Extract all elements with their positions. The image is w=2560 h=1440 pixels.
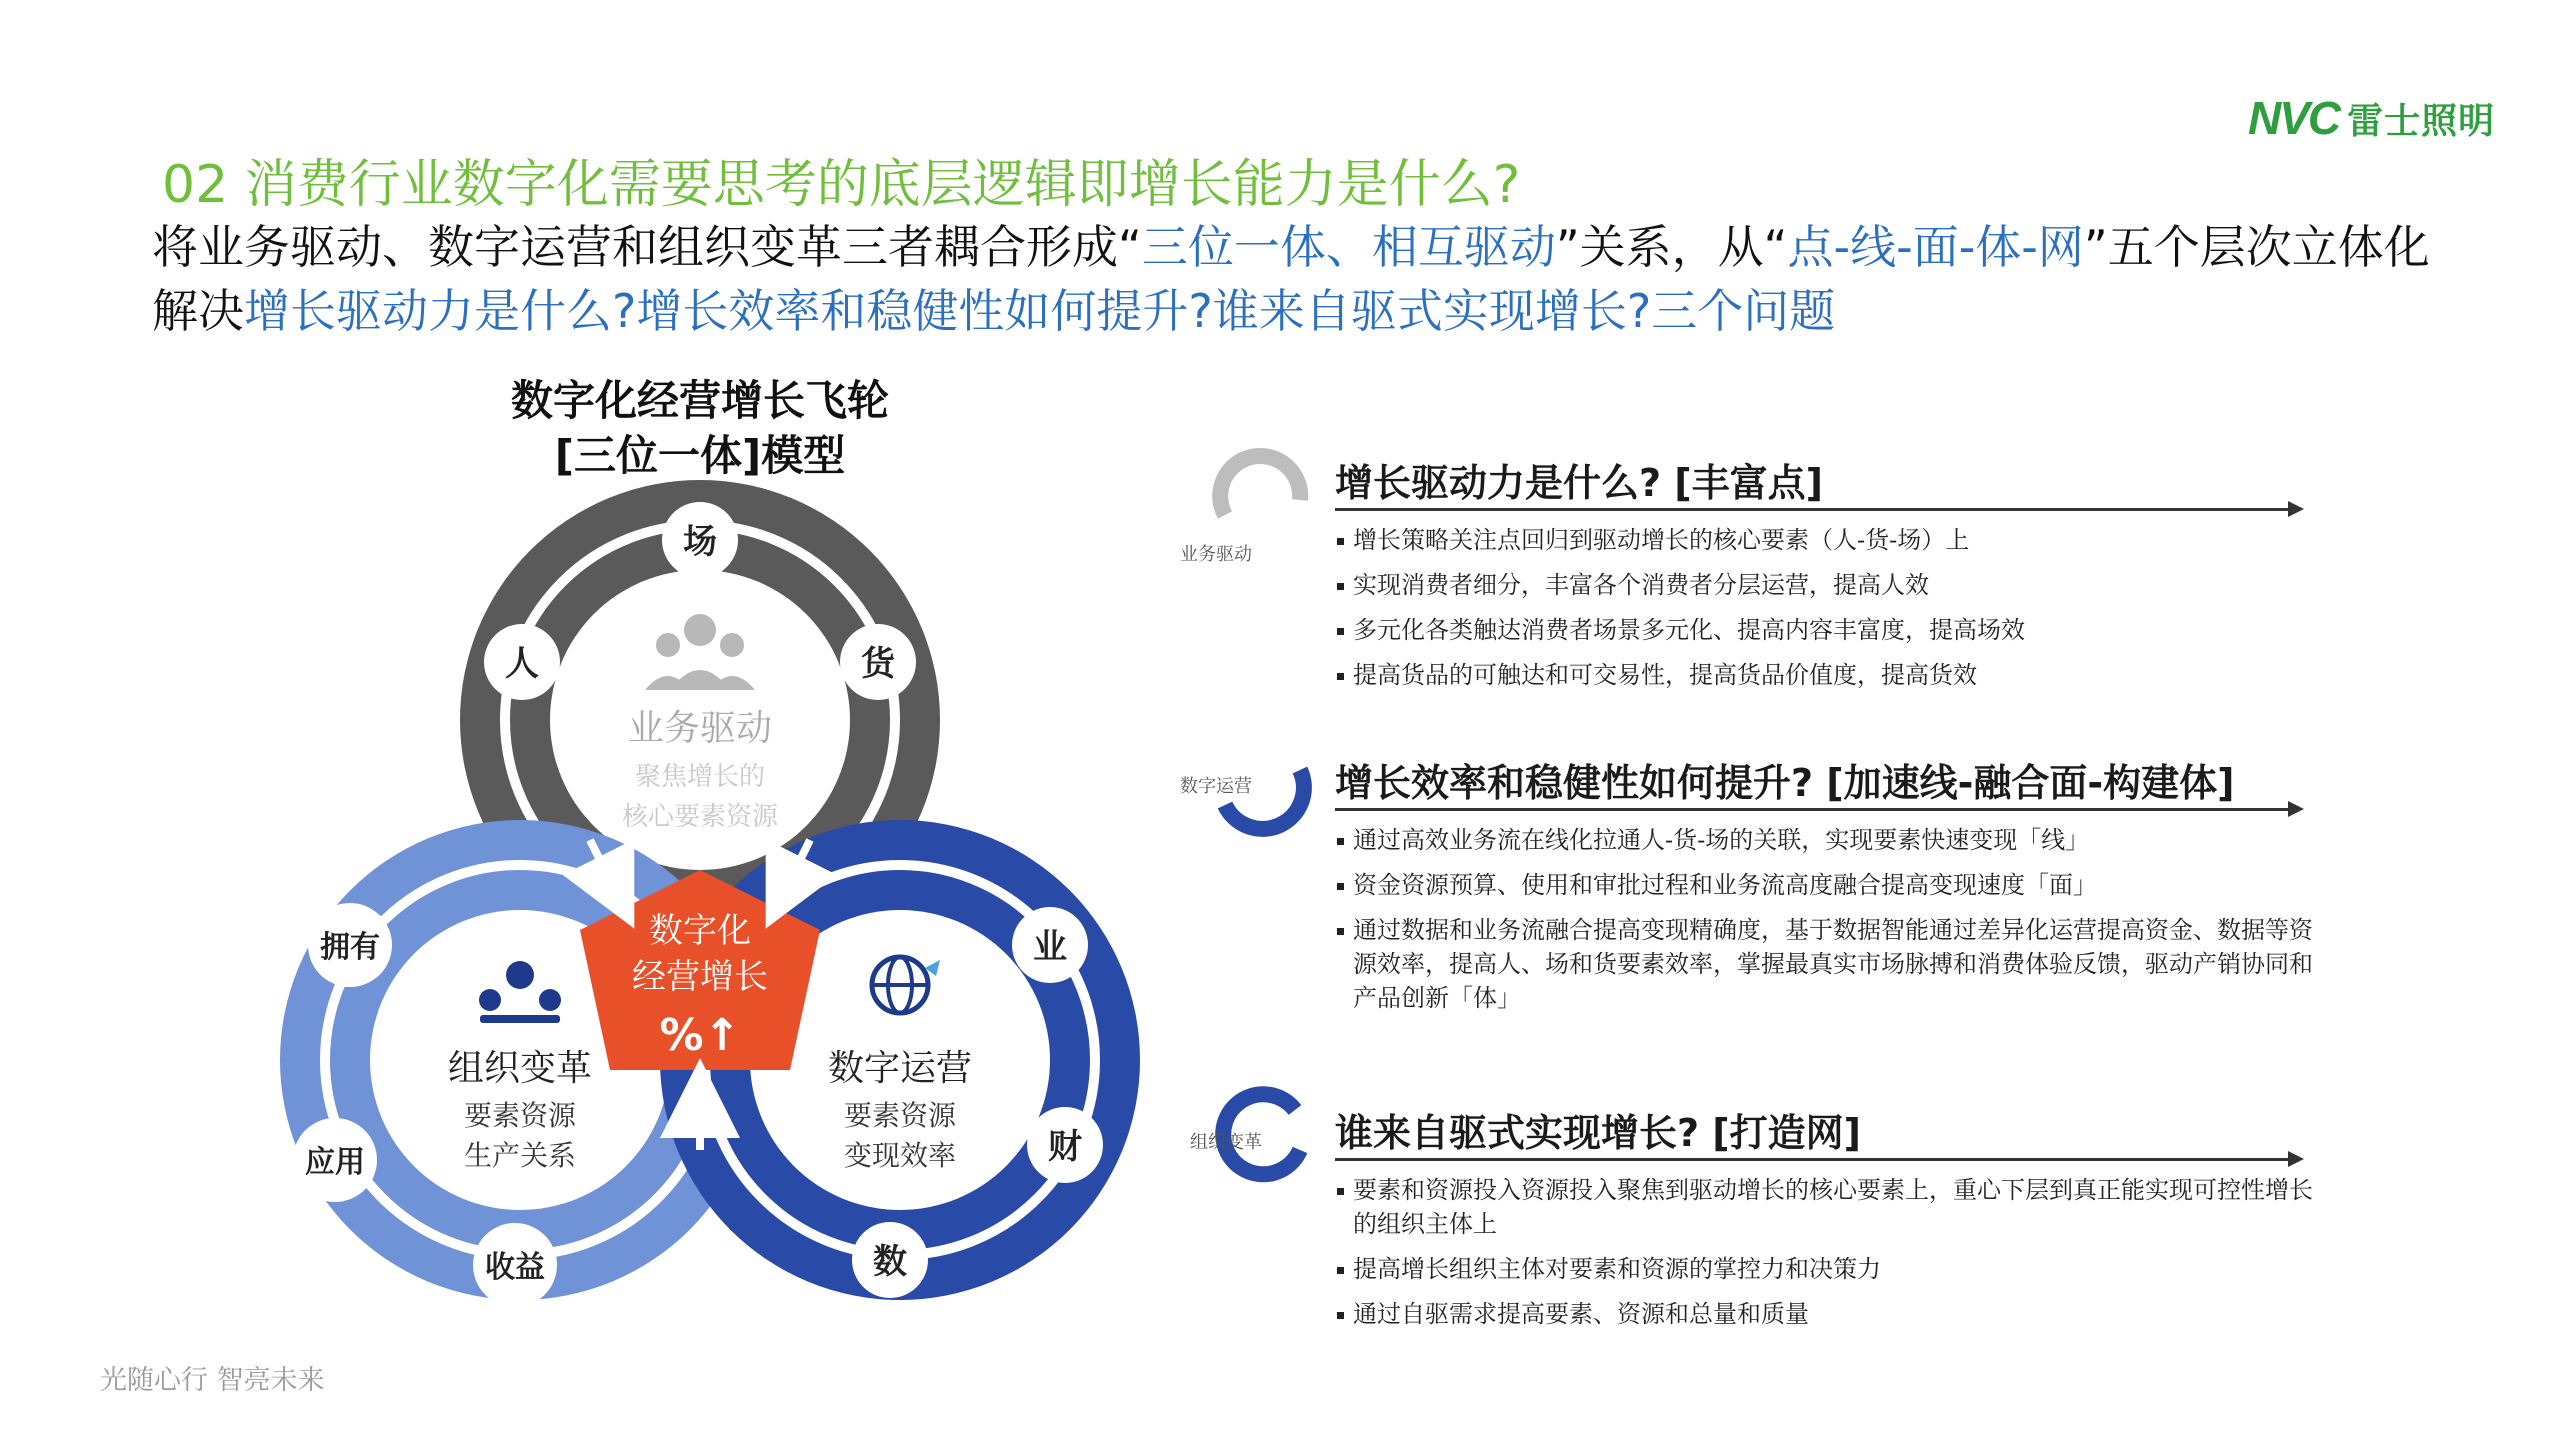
bullet-item: 增长策略关注点回归到驱动增长的核心要素（人-货-场）上 [1335, 523, 2320, 557]
center-symbol: %↑ [659, 1010, 741, 1061]
bullet-item: 要素和资源投入资源投入聚焦到驱动增长的核心要素上，重心下层到真正能实现可控性增长的组织主体上 [1335, 1173, 2320, 1241]
right-circle-label: 数字运营 [827, 1048, 973, 1089]
node-chang [662, 502, 738, 578]
section-icon-label: 数字运营 [1180, 776, 1252, 797]
bullet-item: 通过高效业务流在线化拉通人-货-场的关联，实现要素快速变现「线」 [1335, 823, 2320, 857]
top-circle-label: 业务驱动 [627, 708, 773, 749]
section-arrow-line [1335, 508, 2300, 511]
logo-mark: NVC [2248, 92, 2340, 144]
subtitle-highlight: 三位一体、相互驱动 [1141, 220, 1556, 274]
node-label: 数 [873, 1242, 907, 1282]
page-subtitle [152, 215, 2452, 343]
left-circle-sub2: 生产关系 [463, 1139, 577, 1172]
right-circle-sub1: 要素资源 [843, 1099, 957, 1132]
node-yingyong [293, 1118, 377, 1202]
node-ye [1012, 907, 1088, 983]
node-label: 财 [1048, 1127, 1082, 1167]
flywheel-svg [250, 370, 1170, 1320]
diagram-title-2: [三位一体]模型 [554, 431, 846, 480]
subtitle-text: ”五个层次立体化解决 [152, 220, 2430, 338]
subtitle-text: ”关系，从“ [1555, 220, 1788, 274]
section-heading: 增长驱动力是什么? [丰富点] [1335, 461, 1824, 505]
node-label: 拥有 [320, 930, 380, 965]
node-yongyou [308, 903, 392, 987]
ring-gray-icon [1200, 440, 1320, 550]
section-bullets [1335, 823, 2320, 1026]
node-label: 业 [1033, 927, 1067, 967]
bullet-item: 资金资源预算、使用和审批过程和业务流高度融合提高变现速度「面」 [1335, 868, 2320, 902]
subtitle-text: 将业务驱动、数字运营和组织变革三者耦合形成“ [152, 220, 1142, 274]
bullet-item: 提高增长组织主体对要素和资源的掌控力和决策力 [1335, 1252, 2320, 1286]
flywheel-diagram [250, 370, 1170, 1320]
node-cai [1027, 1107, 1103, 1183]
footer-slogan: 光随心行 智亮未来 [100, 1365, 325, 1396]
node-label: 人 [505, 644, 539, 684]
section-heading: 谁来自驱式实现增长? [打造网] [1335, 1111, 1862, 1155]
top-circle-sub2: 核心要素资源 [621, 802, 779, 832]
section-bullets [1335, 1173, 2320, 1342]
section-heading: 增长效率和稳健性如何提升? [加速线-融合面-构建体] [1335, 761, 2235, 805]
subtitle-highlight: 增长驱动力是什么?增长效率和稳健性如何提升?谁来自驱式实现增长?三个问题 [244, 284, 1836, 338]
top-circle-sub1: 聚焦增长的 [634, 762, 766, 792]
node-ren [484, 624, 560, 700]
brand-logo [2248, 92, 2496, 144]
node-label: 货 [861, 644, 895, 684]
center-line2: 经营增长 [632, 957, 768, 997]
bullet-item: 实现消费者细分，丰富各个消费者分层运营，提高人效 [1335, 568, 2320, 602]
section-bullets [1335, 523, 2320, 703]
bullet-item: 提高货品的可触达和可交易性，提高货品价值度，提高货效 [1335, 658, 2320, 692]
logo-name: 雷士照明 [2347, 100, 2496, 142]
section-arrow-line [1335, 1158, 2300, 1161]
diagram-title-1: 数字化经营增长飞轮 [510, 376, 890, 425]
subtitle-highlight: 点-线-面-体-网 [1787, 220, 2084, 274]
section-icon-label: 组织变革 [1190, 1132, 1262, 1153]
right-circle-sub2: 变现效率 [843, 1139, 957, 1172]
node-shu [852, 1222, 928, 1298]
left-circle-sub1: 要素资源 [463, 1099, 577, 1132]
bullet-item: 多元化各类触达消费者场景多元化、提高内容丰富度，提高场效 [1335, 613, 2320, 647]
center-line1: 数字化 [649, 911, 751, 951]
node-huo [840, 624, 916, 700]
node-label: 场 [683, 522, 717, 562]
node-label: 应用 [305, 1145, 365, 1180]
growth-questions-panel [1160, 430, 2320, 1330]
node-label: 收益 [485, 1250, 545, 1285]
node-shouyi [473, 1223, 557, 1307]
bullet-item: 通过自驱需求提高要素、资源和总量和质量 [1335, 1297, 2320, 1331]
section-icon-label: 业务驱动 [1180, 544, 1252, 565]
bullet-item: 通过数据和业务流融合提高变现精确度，基于数据智能通过差异化运营提高资金、数据等资源效率，提高人、场和货要素效率，掌握最真实市场脉搏和消费体验反馈，驱动产销协同和产品创新「体」 [1335, 913, 2320, 1015]
left-circle-label: 组织变革 [447, 1048, 593, 1089]
page-title: 02 消费行业数字化需要思考的底层逻辑即增长能力是什么? [162, 155, 1521, 215]
section-arrow-line [1335, 808, 2300, 811]
